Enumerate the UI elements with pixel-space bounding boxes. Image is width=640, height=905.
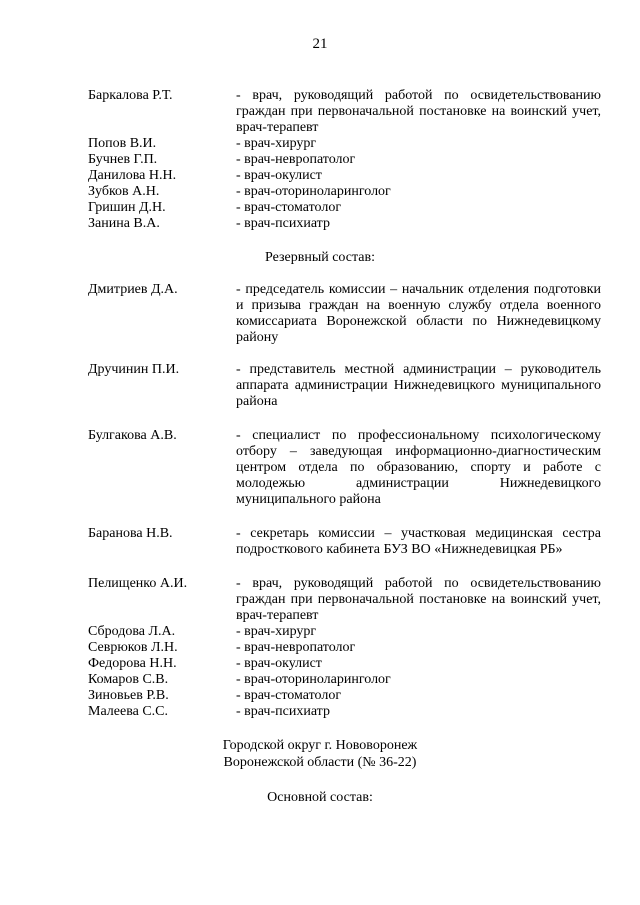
member-role [236, 282, 601, 346]
role-line: - председатель комиссии – начальник отделения подготовки [236, 282, 601, 297]
role-line: граждан при первоначальной постановке на воинский учет, [236, 592, 601, 607]
member-role [236, 526, 601, 558]
member-role [236, 362, 601, 410]
role-line: и призыва граждан на военную службу отдела военного [236, 298, 601, 313]
member-role: - врач-хирург [236, 136, 317, 151]
member-role [236, 88, 601, 136]
member-role [236, 576, 601, 624]
role-line: подросткового кабинета БУЗ ВО «Нижнедевицкая РБ» [236, 542, 563, 557]
page-number: 21 [312, 36, 328, 52]
role-line: отбору – заведующая информационно-диагностическим [236, 444, 601, 459]
role-line: врач-терапевт [236, 608, 319, 623]
member-role: - врач-стоматолог [236, 688, 342, 703]
role-line: центром отдела по образованию, спорту и работе с [236, 460, 601, 475]
member-name: Зубков А.Н. [88, 184, 160, 199]
role-line: - врач, руководящий работой по освидетельствованию [236, 88, 601, 103]
member-name: Севрюков Л.Н. [88, 640, 178, 655]
member-role [236, 428, 601, 508]
member-name: Баранова Н.В. [88, 526, 173, 541]
member-name: Попов В.И. [88, 136, 157, 151]
role-line: району [236, 330, 279, 345]
member-role: - врач-невропатолог [236, 152, 356, 167]
district-title-line-2: Воронежской области (№ 36-22) [223, 755, 417, 770]
member-name: Малеева С.С. [88, 704, 169, 719]
member-role: - врач-психиатр [236, 216, 330, 231]
member-role: - врач-хирург [236, 624, 317, 639]
member-role: - врач-невропатолог [236, 640, 356, 655]
member-role: - врач-окулист [236, 168, 322, 183]
role-line: аппарата администрации Нижнедевицкого муниципального [236, 378, 601, 393]
role-line: - специалист по профессиональному психологическому [236, 428, 601, 443]
district-title-line-1: Городской округ г. Нововоронеж [222, 738, 418, 753]
member-role: - врач-окулист [236, 656, 322, 671]
member-role: - врач-оториноларинголог [236, 672, 391, 687]
member-role: - врач-стоматолог [236, 200, 342, 215]
role-line: муниципального района [236, 492, 381, 507]
member-name: Пелищенко А.И. [88, 576, 188, 591]
member-name: Федорова Н.Н. [88, 656, 177, 671]
member-role: - врач-оториноларинголог [236, 184, 391, 199]
member-name: Сбродова Л.А. [88, 624, 176, 639]
role-line: района [236, 394, 278, 409]
reserve-heading: Резервный состав: [264, 250, 375, 265]
role-line: - представитель местной администрации – руководитель [236, 362, 601, 377]
member-name: Данилова Н.Н. [88, 168, 177, 183]
member-name: Занина В.А. [88, 216, 160, 231]
member-name: Баркалова Р.Т. [88, 88, 173, 103]
member-name: Бучнев Г.П. [88, 152, 158, 167]
role-line: - врач, руководящий работой по освидетельствованию [236, 576, 601, 591]
member-name: Комаров С.В. [88, 672, 169, 687]
member-role: - врач-психиатр [236, 704, 330, 719]
member-name: Гришин Д.Н. [88, 200, 166, 215]
member-name: Зиновьев Р.В. [88, 688, 169, 703]
member-name: Дмитриев Д.А. [88, 282, 178, 297]
member-name: Дручинин П.И. [88, 362, 180, 377]
role-line: - секретарь комиссии – участковая медицинская сестра [236, 526, 601, 541]
role-line: врач-терапевт [236, 120, 319, 135]
main-heading: Основной состав: [267, 790, 373, 805]
role-line: комиссариата Воронежской области по Нижнедевицкому [236, 314, 601, 329]
role-line: граждан при первоначальной постановке на воинский учет, [236, 104, 601, 119]
role-line: молодежью администрации Нижнедевицкого [236, 476, 601, 491]
member-name: Булгакова А.В. [88, 428, 177, 443]
